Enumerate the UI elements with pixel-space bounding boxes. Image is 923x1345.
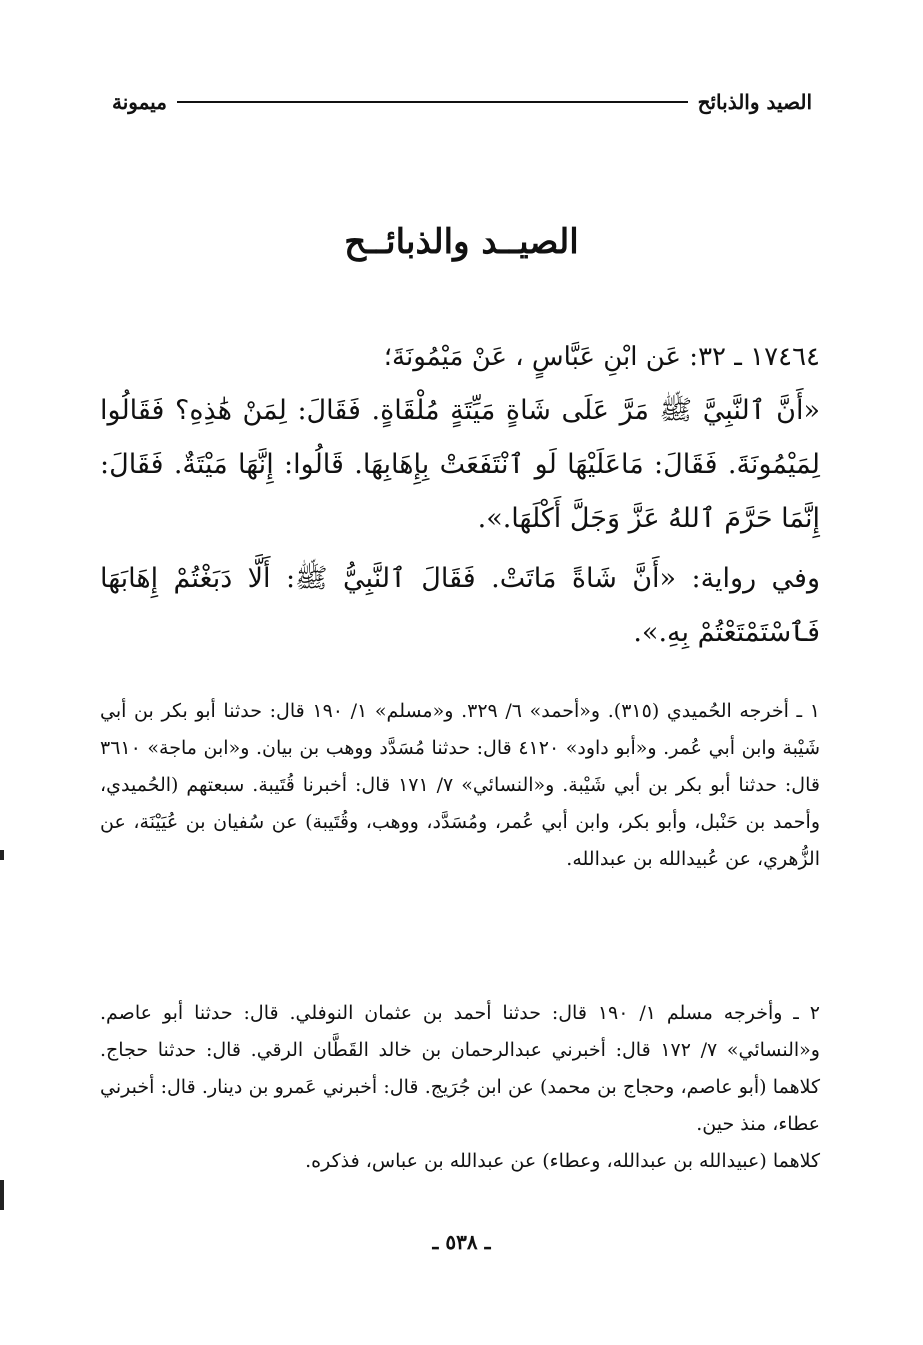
footnote-2-text: ٢ ـ وأخرجه مسلم ١/ ١٩٠ قال: حدثنا أحمد بن عثمان النوفلي. قال: حدثنا أبو عاصم. و«النسائي» ٧/ ١٧٢ قال: أخبرني عبدالرحمان بن خالد القَطَّان الرقي. قال: حدثنا حجاج. كلاهما (أبو عاصم، وحجاج بن محمد) عن ابن جُرَيج. قال: أخبرني عَمرو بن دينار. قال: أخبرني عطاء، منذ حين. — [100, 1002, 820, 1135]
header-section-title: ميمونة — [112, 90, 167, 114]
running-header — [112, 84, 812, 120]
footnote-1-text: ١ ـ أخرجه الحُميدي (٣١٥). و«أحمد» ٦/ ٣٢٩. و«مسلم» ١/ ١٩٠ قال: حدثنا أبو بكر بن أبي شَيْبة وابن أبي عُمر. و«أبو داود» ٤١٢٠ قال: حدثنا مُسَدَّد ووهب بن بيان. و«ابن ماجة» ٣٦١٠ قال: حدثنا أبو بكر بن أبي شَيْبة. و«النسائي» ٧/ ١٧١ قال: أخبرنا قُتَيبة. سبعتهم (الحُميدي، وأحمد بن حَنْبل، وأبو بكر، وابن أبي عُمر، ومُسَدَّد، ووهب، وقُتَيبة) عن سُفيان بن عُيَيْنَة، عن الزُّهري، عن عُبيدالله بن عبدالله. — [100, 700, 820, 870]
header-rule — [177, 101, 688, 103]
chapter-title: الصيــد والذبائــح — [344, 222, 579, 262]
scan-edge-mark — [0, 850, 4, 860]
footnote-1 — [100, 693, 820, 878]
scan-edge-mark — [0, 1180, 4, 1210]
footnote-2-continuation: كلاهما (عبيدالله بن عبدالله، وعطاء) عن عبدالله بن عباس، فذكره. — [305, 1150, 820, 1172]
page-number: ـ ٥٣٨ ـ — [432, 1230, 491, 1254]
hadith-block — [100, 330, 820, 660]
footnote-2 — [100, 995, 820, 1180]
hadith-main-text: «أَنَّ ٱلنَّبِيَّ ﷺ مَرَّ عَلَى شَاةٍ مَيِّتَةٍ مُلْقَاةٍ. فَقَالَ: لِمَنْ هَٰذِهِ؟ فَقَالُوا لِمَيْمُونَةَ. فَقَالَ: مَاعَلَيْهَا لَو ٱنْتَفَعَتْ بِإِهَابِهَا. قَالُوا: إِنَّهَا مَيْتَةٌ. فَقَالَ: إِنَّمَا حَرَّمَ ٱللهُ عَزَّ وَجَلَّ أَكْلَهَا.». — [100, 395, 820, 534]
header-chapter-title: الصيد والذبائح — [697, 90, 812, 114]
hadith-variant-text: وفي رواية: «أَنَّ شَاةً مَاتَتْ. فَقَالَ ٱلنَّبِيُّ ﷺ: أَلَّا دَبَغْتُمْ إِهَابَهَا فَٱسْتَمْتَعْتُمْ بِهِ.». — [100, 563, 820, 648]
hadith-number-line: ١٧٤٦٤ ـ ٣٢: عَن ابْنِ عَبَّاسٍ ، عَنْ مَيْمُونَةَ؛ — [383, 342, 820, 372]
